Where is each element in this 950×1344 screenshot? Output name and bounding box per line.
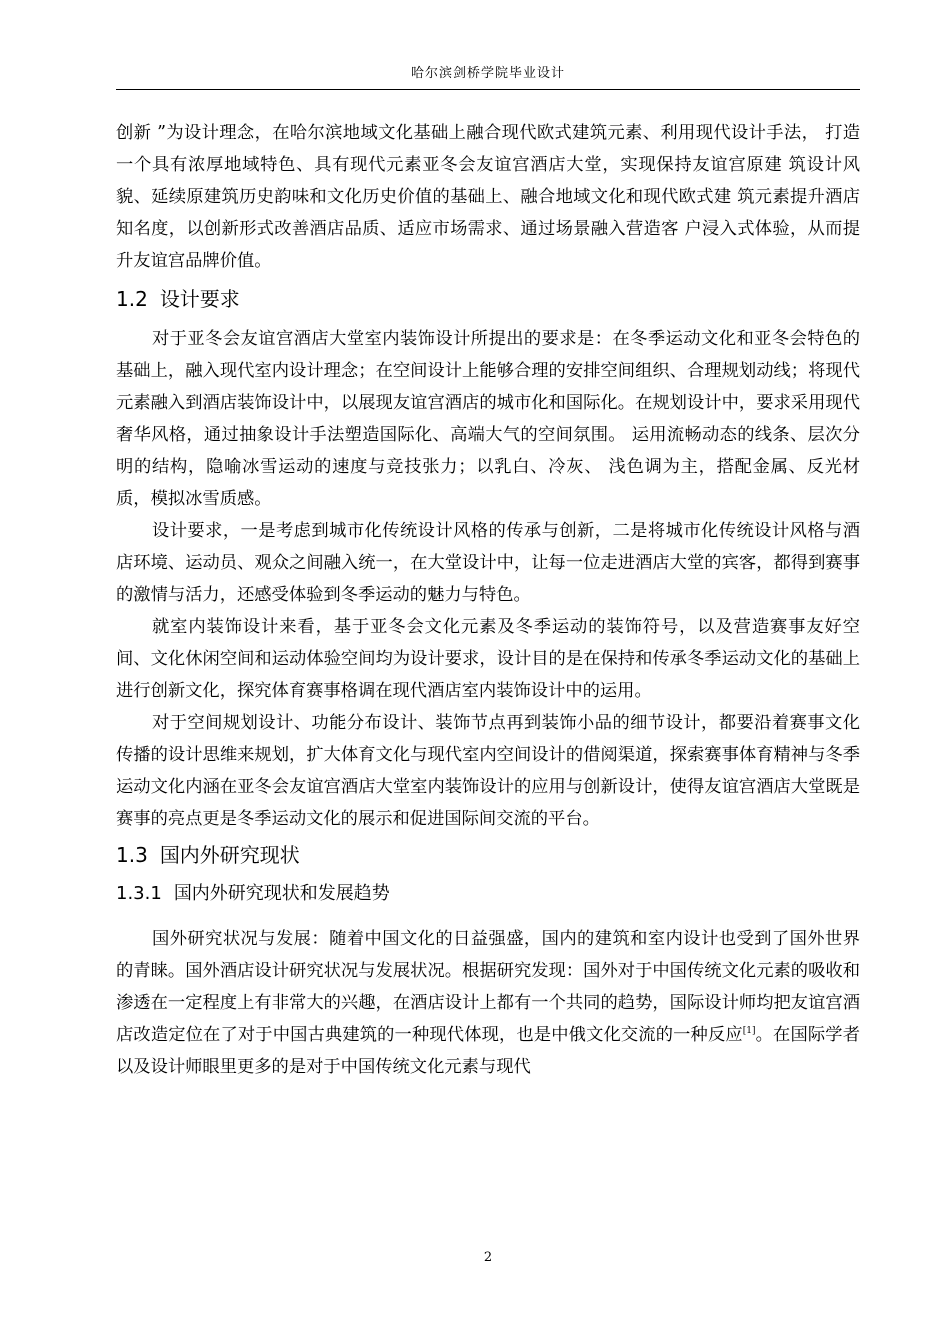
paragraph (116, 923, 860, 1083)
paragraph: 就室内装饰设计来看，基于亚冬会文化元素及冬季运动的装饰符号，以及营造赛事友好空间、文化休闲空间和运动体验空间均为设计要求，设计目的是在保持和传承冬季运动文化的基础上进行创新文化，探究体育赛事格调在现代酒店室内装饰设计中的运用。 (116, 617, 860, 701)
subsection-heading-1-3-1 (116, 883, 860, 905)
section-heading-1-3 (116, 843, 860, 867)
page-number: 2 (483, 1250, 493, 1265)
section-title: 国内外研究现状 (159, 843, 300, 867)
header-rule (116, 89, 860, 90)
paragraph: 设计要求，一是考虑到城市化传统设计风格的传承与创新，二是将城市化传统设计风格与酒店环境、运动员、观众之间融入统一，在大堂设计中，让每一位走进酒店大堂的宾客，都得到赛事的激情与活力，还感受体验到冬季运动的魅力与特色。 (116, 521, 860, 605)
section-title: 设计要求 (159, 287, 240, 311)
subsection-number: 1.3.1 (116, 883, 162, 904)
paragraph: 对于亚冬会友谊宫酒店大堂室内装饰设计所提出的要求是：在冬季运动文化和亚冬会特色的基础上，融入现代室内设计理念；在空间设计上能够合理的安排空间组织、合理规划动线；将现代元素融入到酒店装饰设计中，以展现友谊宫酒店的城市化和国际化。在规划设计中，要求采用现代奢华风格，通过抽象设计手法塑造国际化、高端大气的空间氛围。 运用流畅动态的线条、层次分明的结构，隐喻冰雪运动的速度与竞技张力；以乳白、冷灰、 浅色调为主，搭配金属、反光材质，模拟冰雪质感。 (116, 329, 860, 509)
subsection-title: 国内外研究现状和发展趋势 (173, 883, 390, 904)
section-number: 1.3 (116, 843, 148, 867)
section-heading-1-2 (116, 287, 860, 311)
running-header: 哈尔滨剑桥学院毕业设计 (410, 66, 565, 81)
intro-paragraph: 创新 ”为设计理念，在哈尔滨地域文化基础上融合现代欧式建筑元素、利用现代设计手法， 打造一个具有浓厚地域特色、具有现代元素亚冬会友谊宫酒店大堂，实现保持友谊宫原建 筑设计风貌、延续原建筑历史韵味和文化历史价值的基础上、融合地域文化和现代欧式建 筑元素提升酒店知名度，以创新形式改善酒店品质、适应市场需求、通过场景融入营造客 户浸入式体验，从而提升友谊宫品牌价值。 (116, 123, 860, 271)
citation-reference: [1] (742, 1026, 756, 1037)
page-body (116, 117, 860, 1083)
paragraph-text: 。在国际学者以及设计师眼里更多的是对于中国传统文化元素与现代 (116, 1025, 860, 1077)
paragraph: 对于空间规划设计、功能分布设计、装饰节点再到装饰小品的细节设计，都要沿着赛事文化传播的设计思维来规划，扩大体育文化与现代室内空间设计的借阅渠道，探索赛事体育精神与冬季运动文化内涵在亚冬会友谊宫酒店大堂室内装饰设计的应用与创新设计，使得友谊宫酒店大堂既是赛事的亮点更是冬季运动文化的展示和促进国际间交流的平台。 (116, 713, 860, 829)
section-number: 1.2 (116, 287, 148, 311)
paragraph-text: 国外研究状况与发展：随着中国文化的日益强盛，国内的建筑和室内设计也受到了国外世界的青睐。国外酒店设计研究状况与发展状况。根据研究发现：国外对于中国传统文化元素的吸收和渗透在一定程度上有非常大的兴趣，在酒店设计上都有一个共同的趋势，国际设计师均把友谊宫酒店改造定位在了对于中国古典建筑的一种现代体现，也是中俄文化交流的一种反应 (116, 929, 860, 1045)
